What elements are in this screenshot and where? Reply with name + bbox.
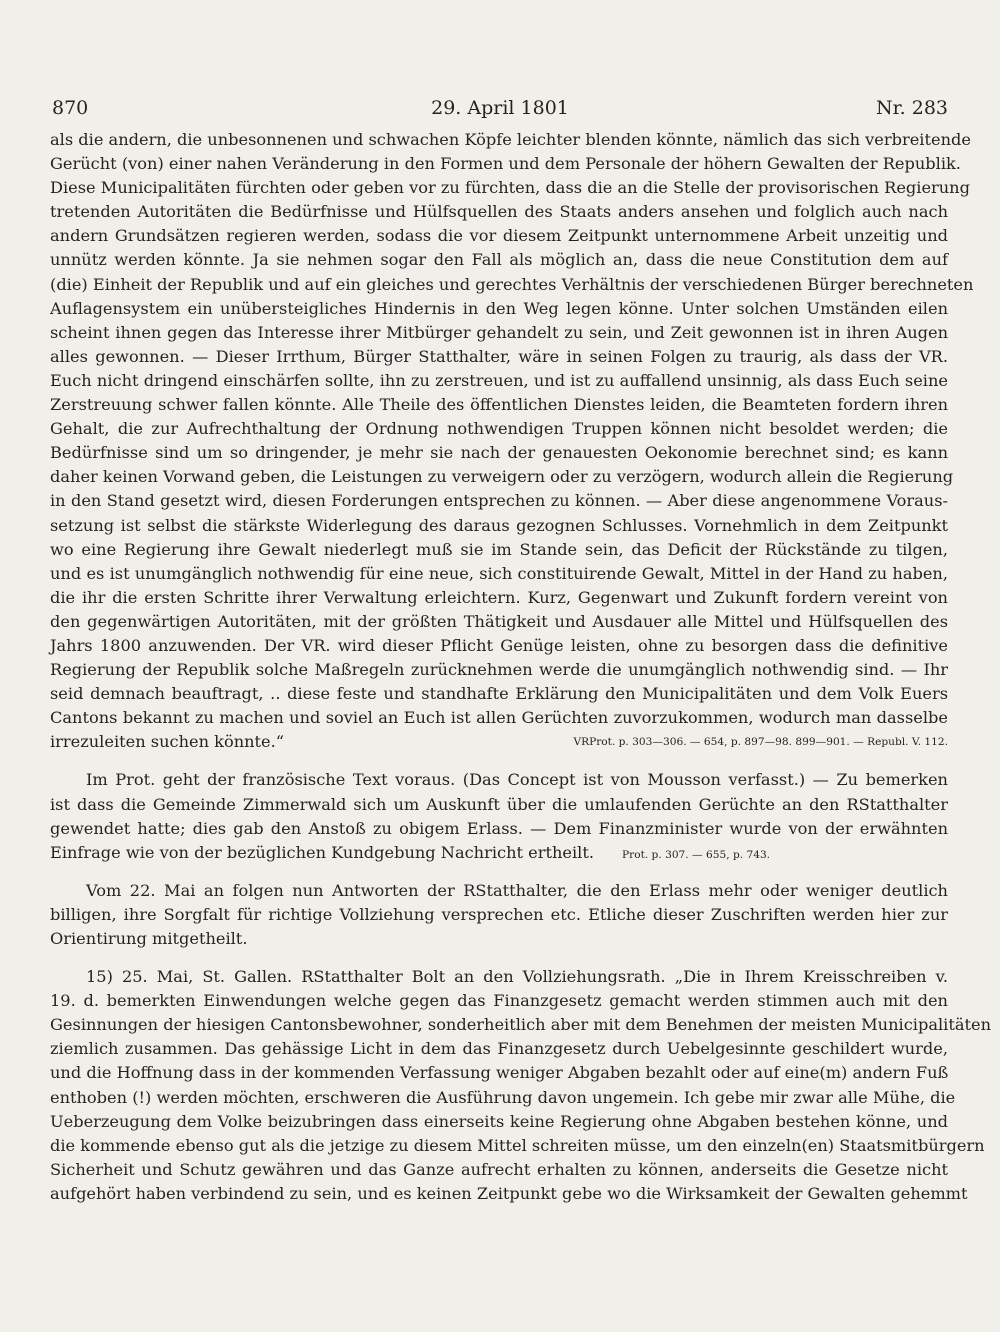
line-text: Einfrage wie von der bezüglichen Kundgebung Nachricht ertheilt. [50,842,594,862]
text-line [50,224,948,248]
paragraph [50,128,974,754]
page-number: 870 [52,97,89,119]
text-line [50,273,974,297]
line-text: andern Grundsätzen regieren werden, sodass die vor diesem Zeitpunkt unternommene Arbeit unzeitig und [50,226,948,246]
line-text: aufgehört haben verbindend zu sein, und es keinen Zeitpunkt gebe wo die Wirksamkeit der Gewalten gehemmt [50,1183,968,1203]
body-text [50,128,991,1206]
line-text: ziemlich zusammen. Das gehässige Licht in dem das Finanzgesetz durch Uebelgesinnte geschildert wurde, [50,1039,948,1059]
paragraph [50,965,991,1206]
line-text: als die andern, die unbesonnenen und schwachen Köpfe leichter blenden könnte, nämlich das sich verbreitende [50,130,971,149]
text-line [50,903,948,927]
line-text: daher keinen Vorwand geben, die Leistungen zu verweigern oder zu verzögern, wodurch allein die Regierung [50,467,954,487]
line-text: und es ist unumgänglich nothwendig für eine neue, sich constituirende Gewalt, Mittel in der Hand zu haben, [50,563,948,583]
line-text: unnütz werden könnte. Ja sie nehmen sogar den Fall als möglich an, dass die neue Constitution dem auf [50,250,948,270]
line-text: die kommende ebenso gut als die jetzige zu diesem Mittel schreiten müsse, um den einzeln(en) Staatsmitbürgern [50,1135,985,1155]
line-text: billigen, ihre Sorgfalt für richtige Vollziehung versprechen etc. Etliche dieser Zuschriften werden hier zur [50,904,948,924]
text-line [50,345,948,369]
text-line [50,1182,968,1206]
line-text: wo eine Regierung ihre Gewalt niederlegt muß sie im Stande sein, das Deficit der Rückstände zu tilgen, [50,539,948,559]
line-text: Gerücht (von) einer nahen Veränderung in den Formen und dem Personale der höhern Gewalten der Republik. [50,154,961,174]
line-text: Euch nicht dringend einschärfen sollte, ihn zu zerstreuen, und ist zu auffallend unsinnig, als dass Euch seine [50,370,948,390]
text-line [50,634,948,658]
source-citation: VRProt. p. 303—306. — 654, p. 897—98. 899—901. — Republ. V. 112. [573,736,948,749]
line-text: tretenden Autoritäten die Bedürfnisse und Hülfsquellen des Staats anders ansehen und folglich auch nach [50,202,948,222]
text-line [50,768,948,792]
text-line [50,1110,948,1134]
paragraph [50,879,948,951]
text-line [50,730,948,754]
line-text: Orientirung mitgetheilt. [50,929,248,948]
header-date: 29. April 1801 [431,97,569,119]
line-text: Gehalt, die zur Aufrechthaltung der Ordnung nothwendigen Truppen können nicht besoldet werden; die [50,419,948,439]
text-line [50,176,970,200]
line-text: 15) 25. Mai, St. Gallen. RStatthalter Bolt an den Vollziehungsrath. „Die in Ihrem Kreisschreiben v. [86,967,948,987]
text-line [50,441,948,465]
line-text: seid demnach beauftragt, .. diese feste und standhafte Erklärung den Municipalitäten und dem Volk Euers [50,684,948,704]
text-line [50,489,948,513]
line-text: irrezuleiten suchen könnte.“ [50,732,285,752]
text-line [50,1086,956,1110]
line-text: Auflagensystem ein unübersteigliches Hindernis in den Weg legen könne. Unter solchen Umständen eilen [50,298,948,318]
paragraph-gap [50,951,948,965]
line-text: und die Hoffnung dass in der kommenden Verfassung weniger Abgaben bezahlt oder auf eine(m) andern Fuß [50,1063,949,1083]
text-line [50,1134,985,1158]
text-line [50,465,954,489]
text-line [50,841,948,865]
text-line [50,297,948,321]
text-line [50,817,948,841]
text-line [50,793,948,817]
line-text: alles gewonnen. — Dieser Irrthum, Bürger Statthalter, wäre in seinen Folgen zu traurig, als dass der VR. [50,346,948,366]
text-line [50,1061,948,1085]
line-text: setzung ist selbst die stärkste Widerlegung des daraus gezognen Schlusses. Vornehmlich in dem Zeitpunkt [50,515,948,535]
text-line [50,514,948,538]
text-line [50,321,948,345]
line-text: 19. d. bemerkten Einwendungen welche gegen das Finanzgesetz gemacht werden stimmen auch mit den [50,991,948,1011]
line-text: Ueberzeugung dem Volke beizubringen dass einerseits keine Regierung ohne Abgaben bestehen könne, und [50,1111,948,1131]
text-line [50,1158,948,1182]
text-line [50,586,948,610]
paragraph-gap [50,754,948,768]
line-text: Cantons bekannt zu machen und soviel an Euch ist allen Gerüchten zuvorzukommen, wodurch man dasselbe [50,708,948,728]
paragraph [50,768,948,864]
text-line [50,152,961,176]
text-line [50,989,948,1013]
document-number: Nr. 283 [876,97,948,119]
line-text: Zerstreuung schwer fallen könnte. Alle Theile des öffentlichen Dienstes leiden, die Beamteten fordern ihren [50,395,948,415]
line-text: scheint ihnen gegen das Interesse ihrer Mitbürger gehandelt zu sein, und Zeit gewonnen ist in ihren Augen [50,322,948,342]
line-text: Vom 22. Mai an folgen nun Antworten der RStatthalter, die den Erlass mehr oder weniger deutlich [86,880,948,900]
text-line [50,562,948,586]
line-text: Gesinnungen der hiesigen Cantonsbewohner, sonderheitlich aber mit dem Benehmen der meisten Municipalitäten [50,1015,991,1035]
line-text: Bedürfnisse sind um so dringender, je mehr sie nach der genauesten Oekonomie berechnet sind; es kann [50,443,948,463]
text-line [50,393,948,417]
text-line [50,1013,991,1037]
text-line [50,1037,948,1061]
text-line [50,658,948,682]
line-text: Im Prot. geht der französische Text voraus. (Das Concept ist von Mousson verfasst.) — Zu bemerken [86,770,948,790]
text-line [50,879,948,903]
text-line [50,248,948,272]
text-line [50,610,948,634]
line-text: Jahrs 1800 anzuwenden. Der VR. wird dieser Pflicht Genüge leisten, ohne zu besorgen dass die definitive [50,635,948,655]
source-citation: Prot. p. 307. — 655, p. 743. [622,848,771,861]
text-line [50,706,948,730]
paragraph-gap [50,865,948,879]
line-text: enthoben (!) werden möchten, erschweren die Ausführung davon ungemein. Ich gebe mir zwar alle Mühe, die [50,1087,956,1107]
text-line [50,417,948,441]
line-text: den gegenwärtigen Autoritäten, mit der größten Thätigkeit und Ausdauer alle Mittel und Hülfsquellen des [50,611,948,631]
line-text: in den Stand gesetzt wird, diesen Forderungen entsprechen zu können. — Aber diese angenommene Voraus- [50,491,948,511]
line-text: ist dass die Gemeinde Zimmerwald sich um Auskunft über die umlaufenden Gerüchte an den RStatthalter [50,794,948,814]
text-line [50,369,948,393]
line-text: Sicherheit und Schutz gewähren und das Ganze aufrecht erhalten zu können, anderseits die Gesetze nicht [50,1159,948,1179]
line-text: gewendet hatte; dies gab den Anstoß zu obigem Erlass. — Dem Finanzminister wurde von der erwähnten [50,818,948,838]
line-text: Regierung der Republik solche Maßregeln zurücknehmen werde die unumgänglich nothwendig sind. — Ihr [50,660,948,680]
line-text: die ihr die ersten Schritte ihrer Verwaltung erleichtern. Kurz, Gegenwart und Zukunft fordern vereint von [50,587,948,607]
text-line [50,538,948,562]
text-line [50,965,948,989]
text-line [50,128,971,152]
text-line [50,682,948,706]
line-text: Diese Municipalitäten fürchten oder geben vor zu fürchten, dass die an die Stelle der provisorischen Regierung [50,178,970,198]
line-text: (die) Einheit der Republik und auf ein gleiches und gerechtes Verhältnis der verschiedenen Bürger berechneten [50,274,974,294]
text-line [50,200,948,224]
text-line [50,927,948,951]
